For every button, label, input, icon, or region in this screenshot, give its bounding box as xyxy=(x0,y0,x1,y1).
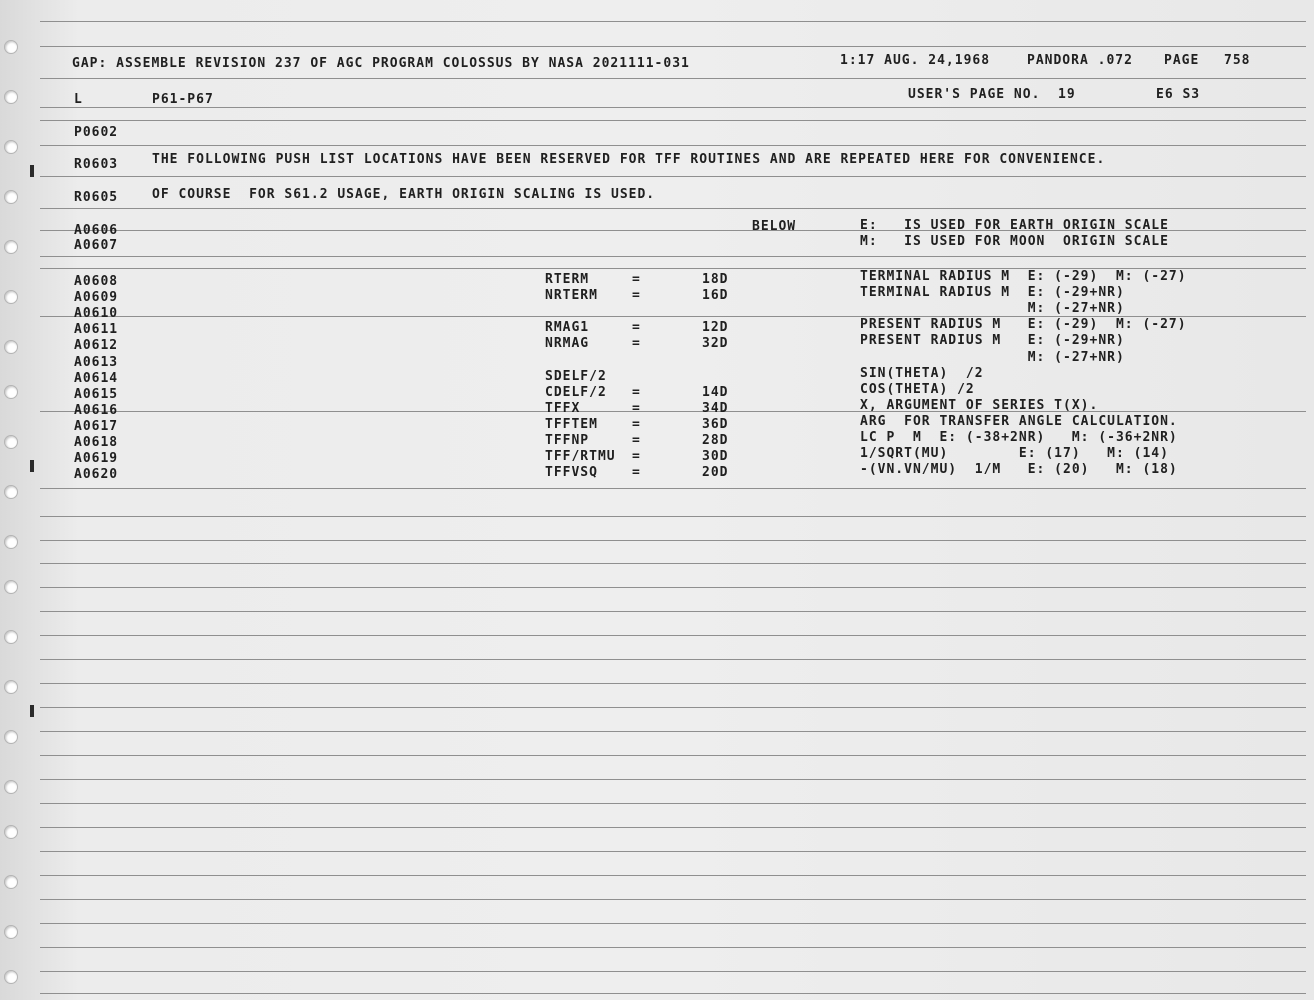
push-list-address: 18D xyxy=(702,272,729,287)
remark-text: M: IS USED FOR MOON ORIGIN SCALE xyxy=(860,234,1169,249)
sprocket-hole xyxy=(4,825,18,839)
header-datetime: 1:17 AUG. 24,1968 xyxy=(840,53,991,68)
sprocket-hole xyxy=(4,340,18,354)
symbol-name: NRMAG xyxy=(545,336,590,351)
sprocket-hole xyxy=(4,680,18,694)
equals-sign: = xyxy=(632,417,641,432)
line-number: A0608 xyxy=(74,274,119,289)
line-number: A0607 xyxy=(74,238,119,253)
symbol-name: TFF/RTMU xyxy=(545,449,616,464)
line-number: A0620 xyxy=(74,467,119,482)
push-list-address: 28D xyxy=(702,433,729,448)
rule-line xyxy=(40,540,1306,541)
push-list-address: 14D xyxy=(702,385,729,400)
sprocket-hole xyxy=(4,970,18,984)
header-title: GAP: ASSEMBLE REVISION 237 OF AGC PROGRAM COLOSSUS BY NASA 2021111-031 xyxy=(72,56,690,71)
line-number: A0611 xyxy=(74,322,119,337)
line-number: A0613 xyxy=(74,355,119,370)
section-name: P61-P67 xyxy=(152,92,214,107)
line-number: A0612 xyxy=(74,338,119,353)
line-number: A0616 xyxy=(74,403,119,418)
sprocket-hole xyxy=(4,140,18,154)
rule-line xyxy=(40,851,1306,852)
line-number: A0619 xyxy=(74,451,119,466)
header-page-label: PAGE xyxy=(1164,53,1200,68)
symbol-name: TFFVSQ xyxy=(545,465,598,480)
rule-line xyxy=(40,488,1306,489)
symbol-name: CDELF/2 xyxy=(545,385,607,400)
rule-line xyxy=(40,107,1306,108)
rule-line xyxy=(40,176,1306,177)
rule-line xyxy=(40,587,1306,588)
listing-type: L xyxy=(74,92,83,107)
rule-line xyxy=(40,875,1306,876)
equals-sign: = xyxy=(632,336,641,351)
remark-text: PRESENT RADIUS M E: (-29+NR) xyxy=(860,333,1125,348)
equals-sign: = xyxy=(632,288,641,303)
push-list-address: 12D xyxy=(702,320,729,335)
symbol-name: SDELF/2 xyxy=(545,369,607,384)
header-code: E6 S3 xyxy=(1156,87,1201,102)
line-number: A0618 xyxy=(74,435,119,450)
rule-line xyxy=(40,923,1306,924)
remark-text: LC P M E: (-38+2NR) M: (-36+2NR) xyxy=(860,430,1178,445)
equals-sign: = xyxy=(632,272,641,287)
symbol-name: RTERM xyxy=(545,272,590,287)
line-number: A0614 xyxy=(74,371,119,386)
header-page-number: 758 xyxy=(1224,53,1251,68)
margin-mark xyxy=(30,460,34,472)
rule-line xyxy=(40,145,1306,146)
remark-text: COS(THETA) /2 xyxy=(860,382,975,397)
margin-mark xyxy=(30,165,34,177)
sprocket-hole xyxy=(4,190,18,204)
remark-text: E: IS USED FOR EARTH ORIGIN SCALE xyxy=(860,218,1169,233)
sprocket-hole xyxy=(4,435,18,449)
rule-line xyxy=(40,563,1306,564)
line-number: R0605 xyxy=(74,190,119,205)
equals-sign: = xyxy=(632,449,641,464)
push-list-address: 16D xyxy=(702,288,729,303)
sprocket-hole xyxy=(4,925,18,939)
remark-text: X, ARGUMENT OF SERIES T(X). xyxy=(860,398,1099,413)
sprocket-hole xyxy=(4,875,18,889)
remark-text: 1/SQRT(MU) E: (17) M: (14) xyxy=(860,446,1169,461)
rule-line xyxy=(40,120,1306,121)
remark-text: M: (-27+NR) xyxy=(860,301,1125,316)
symbol-name: TFFTEM xyxy=(545,417,598,432)
users-page-number: USER'S PAGE NO. 19 xyxy=(908,87,1076,102)
sprocket-hole xyxy=(4,535,18,549)
rule-line xyxy=(40,731,1306,732)
line-number: A0609 xyxy=(74,290,119,305)
line-number: A0617 xyxy=(74,419,119,434)
rule-line xyxy=(40,683,1306,684)
rule-line xyxy=(40,411,1306,412)
remark-text: ARG FOR TRANSFER ANGLE CALCULATION. xyxy=(860,414,1178,429)
sprocket-hole xyxy=(4,385,18,399)
symbol-name: TFFX xyxy=(545,401,581,416)
equals-sign: = xyxy=(632,320,641,335)
remark-text: -(VN.VN/MU) 1/M E: (20) M: (18) xyxy=(860,462,1178,477)
rule-line xyxy=(40,755,1306,756)
remark-text: THE FOLLOWING PUSH LIST LOCATIONS HAVE BEEN RESERVED FOR TFF ROUTINES AND ARE REPEATED HERE FOR CONVENIENCE. xyxy=(152,152,1106,167)
header-location: PANDORA .072 xyxy=(1027,53,1133,68)
remark-text: OF COURSE FOR S61.2 USAGE, EARTH ORIGIN SCALING IS USED. xyxy=(152,187,656,202)
rule-line xyxy=(40,971,1306,972)
symbol-name: TFFNP xyxy=(545,433,590,448)
remark-text: TERMINAL RADIUS M E: (-29+NR) xyxy=(860,285,1125,300)
remark-text: TERMINAL RADIUS M E: (-29) M: (-27) xyxy=(860,269,1187,284)
rule-line xyxy=(40,827,1306,828)
sprocket-hole xyxy=(4,485,18,499)
push-list-address: 20D xyxy=(702,465,729,480)
rule-line xyxy=(40,516,1306,517)
sprocket-hole xyxy=(4,580,18,594)
rule-line xyxy=(40,21,1306,22)
sprocket-hole xyxy=(4,630,18,644)
rule-line xyxy=(40,635,1306,636)
margin-mark xyxy=(30,705,34,717)
line-number: R0603 xyxy=(74,157,119,172)
push-list-address: 32D xyxy=(702,336,729,351)
remark-text: M: (-27+NR) xyxy=(860,350,1125,365)
remark-text: PRESENT RADIUS M E: (-29) M: (-27) xyxy=(860,317,1187,332)
remark-text: SIN(THETA) /2 xyxy=(860,366,984,381)
rule-line xyxy=(40,46,1306,47)
rule-line xyxy=(40,803,1306,804)
line-number: A0615 xyxy=(74,387,119,402)
line-number: P0602 xyxy=(74,125,119,140)
equals-sign: = xyxy=(632,433,641,448)
sprocket-hole xyxy=(4,290,18,304)
sprocket-hole xyxy=(4,730,18,744)
push-list-address: 36D xyxy=(702,417,729,432)
rule-line xyxy=(40,707,1306,708)
push-list-address: 34D xyxy=(702,401,729,416)
sprocket-hole xyxy=(4,40,18,54)
symbol-name: NRTERM xyxy=(545,288,598,303)
equals-sign: = xyxy=(632,401,641,416)
line-number: A0610 xyxy=(74,306,119,321)
rule-line xyxy=(40,899,1306,900)
remark-text: BELOW xyxy=(752,219,797,234)
rule-line xyxy=(40,779,1306,780)
equals-sign: = xyxy=(632,465,641,480)
rule-line xyxy=(40,659,1306,660)
push-list-address: 30D xyxy=(702,449,729,464)
rule-line xyxy=(40,611,1306,612)
symbol-name: RMAG1 xyxy=(545,320,590,335)
rule-line xyxy=(40,78,1306,79)
rule-line xyxy=(40,993,1306,994)
rule-line xyxy=(40,208,1306,209)
rule-line xyxy=(40,947,1306,948)
equals-sign: = xyxy=(632,385,641,400)
sprocket-hole xyxy=(4,780,18,794)
line-number: A0606 xyxy=(74,223,119,238)
sprocket-hole xyxy=(4,240,18,254)
rule-line xyxy=(40,256,1306,257)
sprocket-hole xyxy=(4,90,18,104)
